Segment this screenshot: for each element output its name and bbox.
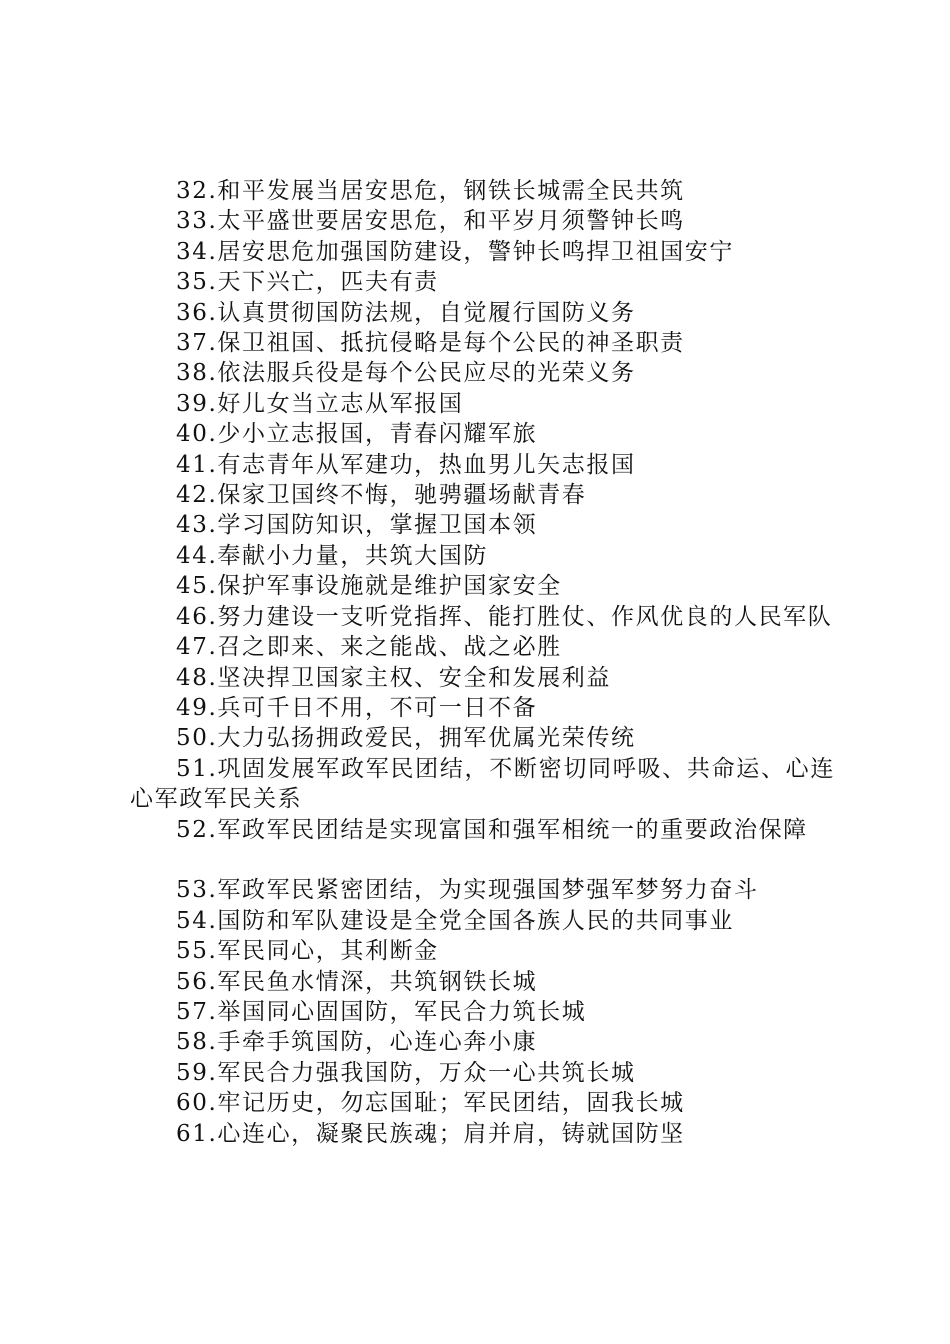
list-item: 49.兵可千日不用，不可一日不备 <box>176 694 538 721</box>
list-item: 51.巩固发展军政军民团结，不断密切同呼吸、共命运、心连心军政军民关系 <box>130 755 835 813</box>
list-item: 50.大力弘扬拥政爱民，拥军优属光荣传统 <box>176 725 636 752</box>
list-item: 34.居安思危加强国防建设，警钟长鸣捍卫祖国安宁 <box>176 238 734 265</box>
list-item: 60.牢记历史，勿忘国耻；军民团结，固我长城 <box>176 1090 685 1117</box>
list-item: 52.军政军民团结是实现富国和强军相统一的重要政治保障 <box>176 816 808 843</box>
list-item: 54.国防和军队建设是全党全国各族人民的共同事业 <box>176 907 734 934</box>
list-item: 38.依法服兵役是每个公民应尽的光荣义务 <box>176 360 636 387</box>
document-body <box>130 176 835 1149</box>
list-item: 37.保卫祖国、抵抗侵略是每个公民的神圣职责 <box>176 330 685 357</box>
list-item: 55.军民同心，其利断金 <box>176 938 439 965</box>
list-item: 40.少小立志报国，青春闪耀军旅 <box>176 421 538 448</box>
list-item: 41.有志青年从军建功，热血男儿矢志报国 <box>176 451 636 478</box>
list-item: 61.心连心，凝聚民族魂；肩并肩，铸就国防坚 <box>176 1120 685 1147</box>
list-item: 33.太平盛世要居安思危，和平岁月须警钟长鸣 <box>176 208 685 235</box>
list-item: 35.天下兴亡，匹夫有责 <box>176 269 439 296</box>
list-item: 44.奉献小力量，共筑大国防 <box>176 542 488 569</box>
list-item: 53.军政军民紧密团结，为实现强国梦强军梦努力奋斗 <box>176 877 759 904</box>
list-item: 32.和平发展当居安思危，钢铁长城需全民共筑 <box>176 178 685 204</box>
list-item: 39.好儿女当立志从军报国 <box>176 390 464 417</box>
list-item: 46.努力建设一支听党指挥、能打胜仗、作风优良的人民军队 <box>176 603 833 630</box>
blank-line <box>130 845 835 875</box>
list-item: 47.召之即来、来之能战、战之必胜 <box>176 634 562 661</box>
list-item: 58.手牵手筑国防，心连心奔小康 <box>176 1029 538 1056</box>
list-item: 59.军民合力强我国防，万众一心共筑长城 <box>176 1059 636 1086</box>
list-item: 57.举国同心固国防，军民合力筑长城 <box>176 998 587 1025</box>
list-item: 56.军民鱼水情深，共筑钢铁长城 <box>176 968 538 995</box>
list-item: 43.学习国防知识，掌握卫国本领 <box>176 512 538 539</box>
list-item: 42.保家卫国终不悔，驰骋疆场献青春 <box>176 482 587 509</box>
list-item: 36.认真贯彻国防法规，自觉履行国防义务 <box>176 299 636 326</box>
list-item: 45.保护军事设施就是维护国家安全 <box>176 573 562 600</box>
list-item: 48.坚决捍卫国家主权、安全和发展利益 <box>176 664 611 691</box>
